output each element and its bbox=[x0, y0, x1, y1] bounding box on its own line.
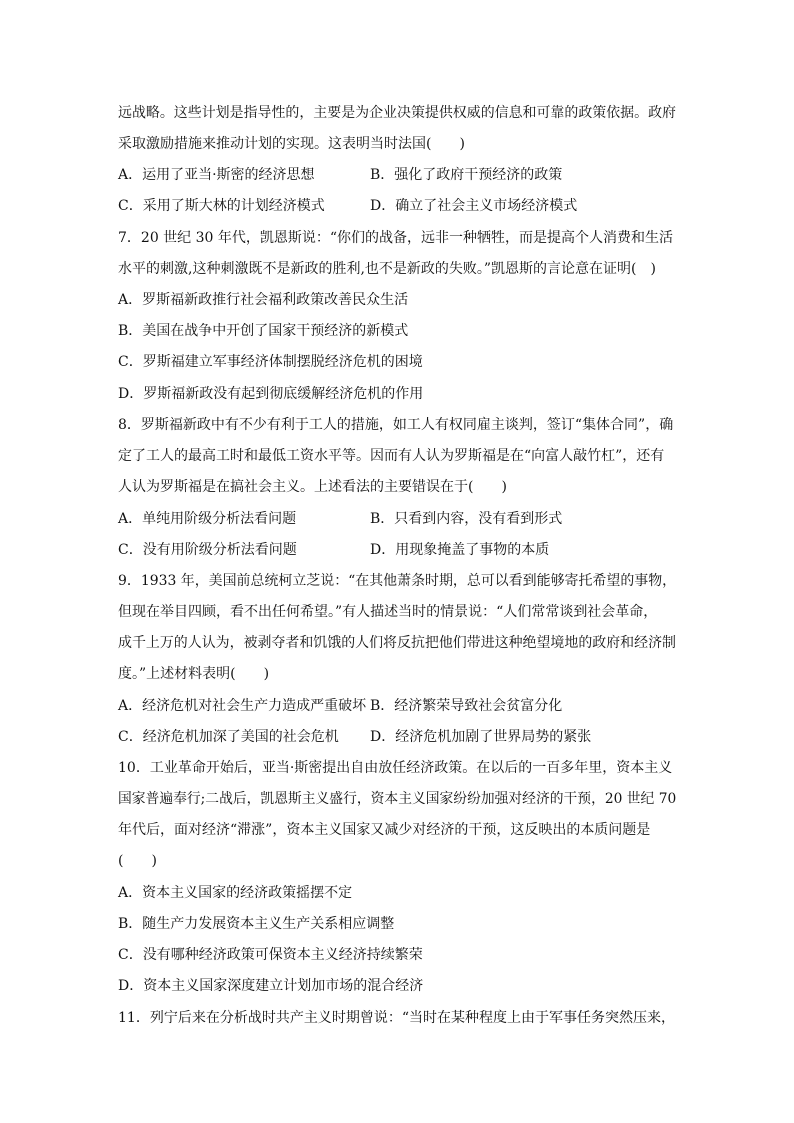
q10-stem-line-2: 国家普遍奉行;二战后，凯恩斯主义盛行，资本主义国家纷纷加强对经济的干预，20 世纪 70 bbox=[118, 791, 677, 807]
q9-option-d: D．经济危机加剧了世界局势的紧张 bbox=[370, 729, 592, 745]
q10-option-d: D．资本主义国家深度建立计划加市场的混合经济 bbox=[118, 978, 424, 994]
q8-stem-line-3: 人认为罗斯福是在搞社会主义。上述看法的主要错误在于( ) bbox=[118, 479, 507, 495]
q7-stem-line-2: 水平的刺激,这种刺激既不是新政的胜利,也不是新政的失败。”凯恩斯的言论意在证明( ) bbox=[118, 261, 656, 277]
q6-option-a: A．运用了亚当·斯密的经济思想 bbox=[118, 167, 315, 183]
q8-option-a: A．单纯用阶级分析法看问题 bbox=[118, 511, 297, 527]
q10-stem-line-1: 10．工业革命开始后，亚当·斯密提出自由放任经济政策。在以后的一百多年里，资本主义 bbox=[118, 760, 673, 776]
q8-option-d: D．用现象掩盖了事物的本质 bbox=[370, 542, 550, 558]
q9-stem-line-4: 度。”上述材料表明( ) bbox=[118, 666, 270, 682]
q9-option-b: B．经济繁荣导致社会贫富分化 bbox=[370, 698, 563, 714]
q9-stem-line-1: 9．1933 年，美国前总统柯立芝说：“在其他萧条时期，总可以看到能够寄托希望的事物， bbox=[118, 573, 677, 589]
q6-option-b: B．强化了政府干预经济的政策 bbox=[370, 167, 563, 183]
q6-option-d: D．确立了社会主义市场经济模式 bbox=[370, 198, 578, 214]
q6-stem-line-2: 采取激励措施来推动计划的实现。这表明当时法国( ) bbox=[118, 136, 465, 152]
q10-option-b: B．随生产力发展资本主义生产关系相应调整 bbox=[118, 916, 395, 932]
q10-option-c: C．没有哪种经济政策可保资本主义经济持续繁荣 bbox=[118, 947, 423, 963]
q9-stem-line-2: 但现在举目四顾，看不出任何希望。”有人描述当时的情景说：“人们常常谈到社会革命， bbox=[118, 604, 658, 620]
q8-option-b: B．只看到内容，没有看到形式 bbox=[370, 511, 563, 527]
q8-stem-line-2: 定了工人的最高工时和最低工资水平等。因而有人认为罗斯福是在“向富人敲竹杠”，还有 bbox=[118, 448, 665, 464]
q8-option-c: C．没有用阶级分析法看问题 bbox=[118, 542, 297, 558]
q7-option-b: B．美国在战争中开创了国家干预经济的新模式 bbox=[118, 323, 409, 339]
q8-stem-line-1: 8．罗斯福新政中有不少有利于工人的措施，如工人有权同雇主谈判，签订“集体合同”，确 bbox=[118, 417, 674, 433]
q7-stem-line-1: 7．20 世纪 30 年代，凯恩斯说：“你们的战备，远非一种牺牲，而是提高个人消费和生活 bbox=[118, 230, 674, 246]
q7-option-d: D．罗斯福新政没有起到彻底缓解经济危机的作用 bbox=[118, 386, 424, 402]
q9-option-a: A．经济危机对社会生产力造成严重破坏 bbox=[118, 698, 367, 714]
q9-option-c: C．经济危机加深了美国的社会危机 bbox=[118, 729, 339, 745]
q10-stem-line-4: ( ) bbox=[118, 853, 157, 869]
q9-stem-line-3: 成千上万的人认为，被剥夺者和饥饿的人们将反抗把他们带进这种绝望境地的政府和经济制 bbox=[118, 635, 676, 651]
q6-stem-line-1: 远战略。这些计划是指导性的，主要是为企业决策提供权威的信息和可靠的政策依据。政府 bbox=[118, 105, 676, 121]
q10-option-a: A．资本主义国家的经济政策摇摆不定 bbox=[118, 885, 353, 901]
q11-stem-line-1: 11．列宁后来在分析战时共产主义时期曾说：“当时在某种程度上由于军事任务突然压来， bbox=[118, 1010, 675, 1026]
q7-option-a: A．罗斯福新政推行社会福利政策改善民众生活 bbox=[118, 292, 409, 308]
q10-stem-line-3: 年代后，面对经济“滞涨”，资本主义国家又减少对经济的干预，这反映出的本质问题是 bbox=[118, 822, 651, 838]
q7-option-c: C．罗斯福建立军事经济体制摆脱经济危机的困境 bbox=[118, 354, 423, 370]
q6-option-c: C．采用了斯大林的计划经济模式 bbox=[118, 198, 325, 214]
